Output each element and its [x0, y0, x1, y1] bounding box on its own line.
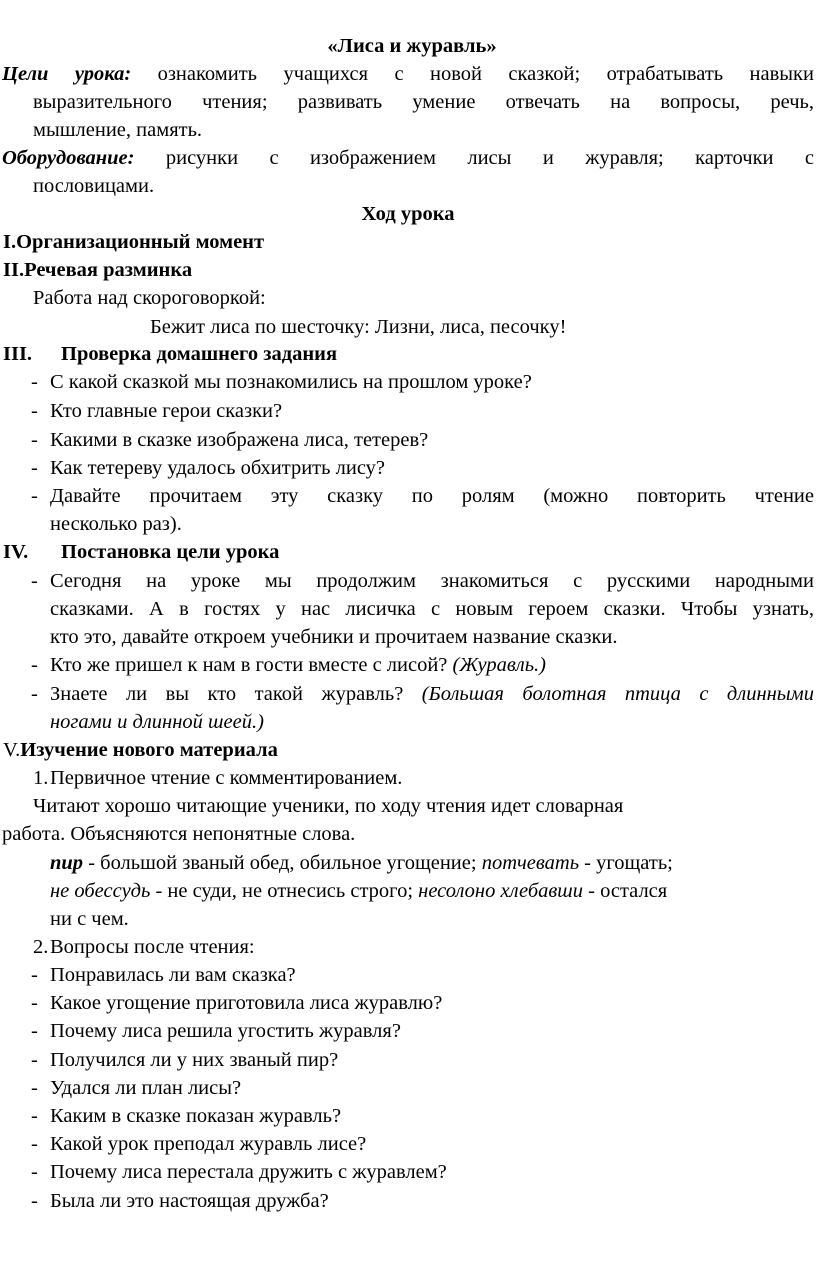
dash-bullet: -: [31, 964, 38, 986]
dash-bullet: -: [31, 1105, 38, 1127]
vocab-word: не обессудь: [50, 880, 151, 902]
step-2-number: 2.: [33, 936, 49, 958]
tongue-twister: Бежит лиса по шесточку: Лизни, лиса, песочку!: [150, 316, 567, 338]
vocab-line-2: [50, 877, 814, 905]
vocab-line-1: [50, 849, 814, 877]
dash-bullet: -: [31, 1190, 38, 1212]
vocab-line-3: ни с чем.: [50, 908, 129, 930]
vocab-word: потчевать: [481, 852, 580, 874]
goal-question-2-text: Кто же пришел к нам в гости вместе с лисой?: [50, 654, 448, 676]
reading-question: Какой урок преподал журавль лисе?: [50, 1133, 367, 1155]
goal-question-3-answer-cont: ногами и длинной шеей.): [50, 711, 264, 733]
dash-bullet: -: [31, 654, 38, 676]
section-5-title: Изучение нового материала: [20, 739, 278, 761]
goals-line-2: выразительного чтения; развивать умение отвечать на вопросы, речь,: [33, 91, 814, 113]
section-2-number: II.: [3, 259, 25, 281]
dash-bullet: -: [31, 400, 38, 422]
equipment-line-1: [2, 144, 814, 172]
homework-question: Как тетереву удалось обхитрить лису?: [50, 457, 385, 479]
step-2-text: Вопросы после чтения:: [50, 936, 255, 958]
reading-note-line-1: Читают хорошо читающие ученики, по ходу чтения идет словарная: [33, 795, 624, 817]
dash-bullet: -: [31, 485, 38, 507]
dash-bullet: -: [31, 457, 38, 479]
reading-question: Каким в сказке показан журавль?: [50, 1105, 342, 1127]
course-heading: Ход урока: [361, 203, 455, 225]
section-4-heading: [3, 538, 280, 566]
step-1-number: 1.: [33, 767, 49, 789]
dash-bullet: -: [31, 429, 38, 451]
section-2-heading: [3, 256, 192, 284]
homework-question: Кто главные герои сказки?: [50, 400, 283, 422]
reading-question: Получился ли у них званый пир?: [50, 1049, 339, 1071]
dash-bullet: -: [31, 371, 38, 393]
dash-bullet: -: [31, 683, 38, 705]
goals-line-1: [2, 60, 814, 88]
reading-note-line-2: работа. Объясняются непонятные слова.: [2, 823, 356, 845]
goal-question-3-answer: (Большая болотная птица с длинными: [421, 683, 815, 705]
reading-question: Почему лиса решила угостить журавля?: [50, 1020, 401, 1042]
dash-bullet: -: [31, 1049, 38, 1071]
section-3-number: III.: [3, 343, 33, 365]
homework-question: С какой сказкой мы познакомились на прошлом уроке?: [50, 371, 532, 393]
vocab-definition: - угощать;: [579, 852, 673, 874]
vocab-word: несолоно хлебавши: [418, 880, 584, 902]
dash-bullet: -: [31, 992, 38, 1014]
section-2-intro: Работа над скороговоркой:: [33, 287, 266, 309]
vocab-definition: - большой званый обед, обильное угощение;: [83, 852, 477, 874]
reading-question: Была ли это настоящая дружба?: [50, 1190, 329, 1212]
goal-question-3: [50, 680, 814, 708]
section-1-title: Организационный момент: [16, 231, 265, 253]
goals-text-1: ознакомить учащихся с новой сказкой; отрабатывать навыки: [157, 63, 814, 85]
goal-statement-line-2: сказками. А в гостях у нас лисичка с новым героем сказки. Чтобы узнать,: [50, 598, 814, 620]
reading-question: Удался ли план лисы?: [50, 1077, 242, 1099]
goal-statement-line-1: Сегодня на уроке мы продолжим знакомиться с русскими народными: [50, 570, 814, 592]
dash-bullet: -: [31, 1133, 38, 1155]
homework-question-cont: несколько раз).: [50, 513, 182, 535]
step-2: [33, 933, 255, 961]
goals-label: Цели урока:: [2, 63, 132, 85]
section-1-number: I.: [3, 231, 17, 253]
dash-bullet: -: [31, 1077, 38, 1099]
section-4-title: Постановка цели урока: [61, 541, 280, 563]
section-3-title: Проверка домашнего задания: [61, 343, 338, 365]
vocab-definition: - не суди, не отнесись строго;: [150, 880, 414, 902]
dash-bullet: -: [31, 570, 38, 592]
equipment-label: Оборудование:: [2, 147, 135, 169]
reading-question: Понравилась ли вам сказка?: [50, 964, 296, 986]
goals-line-3: мышление, память.: [33, 119, 203, 141]
section-2-title: Речевая разминка: [24, 259, 193, 281]
lesson-title: «Лиса и журавль»: [327, 35, 497, 57]
dash-bullet: -: [31, 1020, 38, 1042]
section-5-number: V.: [3, 739, 21, 761]
equipment-line-2: пословицами.: [33, 175, 155, 197]
homework-question: Какими в сказке изображена лиса, тетерев?: [50, 429, 429, 451]
step-1-text: Первичное чтение с комментированием.: [50, 767, 403, 789]
vocab-word: пир: [50, 852, 84, 874]
section-1-heading: [3, 228, 264, 256]
section-3-heading: [3, 340, 338, 368]
reading-question: Какое угощение приготовила лиса журавлю?: [50, 992, 443, 1014]
goal-question-2: [50, 651, 546, 679]
section-4-number: IV.: [3, 541, 29, 563]
goal-question-3-text: Знаете ли вы кто такой журавль?: [50, 683, 404, 705]
goal-question-2-answer: (Журавль.): [452, 654, 546, 676]
goal-statement-line-3: кто это, давайте откроем учебники и прочитаем название сказки.: [50, 626, 618, 648]
step-1: [33, 764, 403, 792]
equipment-text-1: рисунки с изображением лисы и журавля; карточки с: [165, 147, 815, 169]
vocab-definition: - остался: [583, 880, 668, 902]
dash-bullet: -: [31, 1161, 38, 1183]
section-5-heading: [3, 736, 278, 764]
homework-question: Давайте прочитаем эту сказку по ролям (можно повторить чтение: [50, 485, 814, 507]
reading-question: Почему лиса перестала дружить с журавлем?: [50, 1161, 447, 1183]
